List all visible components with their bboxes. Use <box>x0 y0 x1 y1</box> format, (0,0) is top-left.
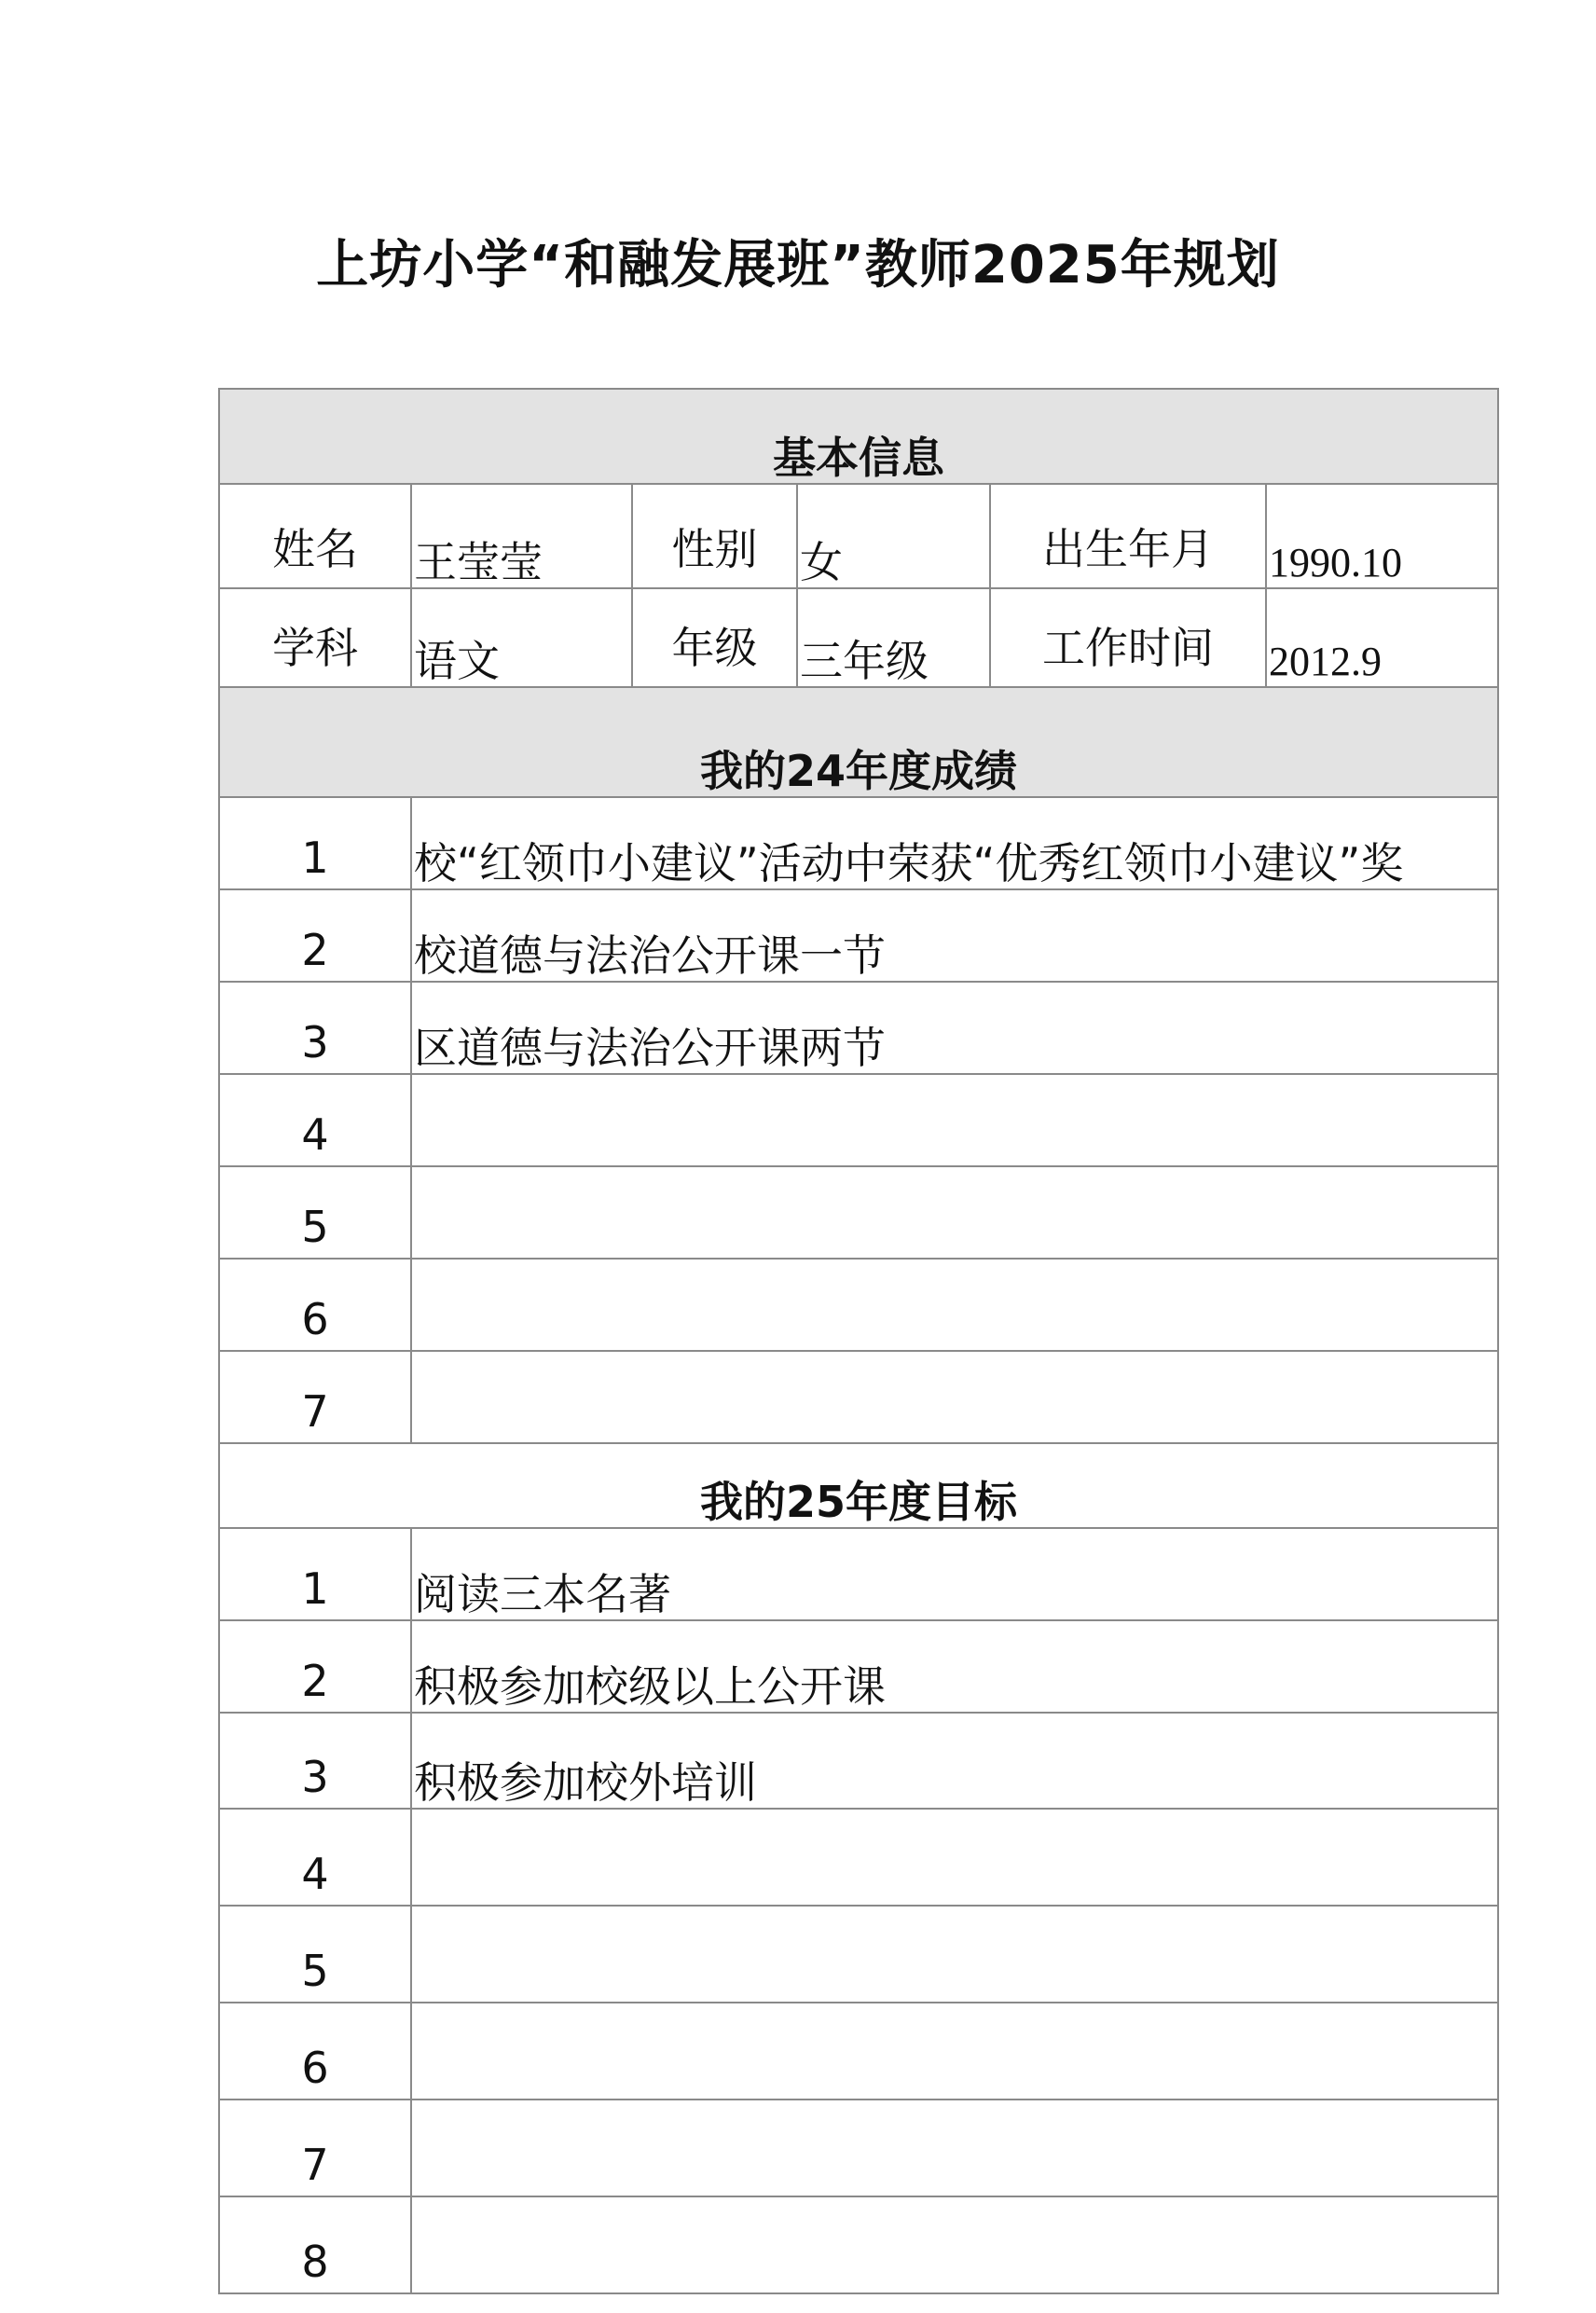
goal-text <box>411 1809 1498 1906</box>
goal-text: 积极参加校外培训 <box>411 1713 1498 1809</box>
table-row <box>219 2003 1498 2100</box>
achievement-text <box>411 1074 1498 1166</box>
birth-label: 出生年月 <box>990 484 1266 588</box>
achievement-number: 5 <box>219 1166 411 1259</box>
goal-number: 2 <box>219 1620 411 1713</box>
goal-text <box>411 2196 1498 2293</box>
name-value: 王莹莹 <box>411 484 632 588</box>
table-row <box>219 1166 1498 1259</box>
work-label: 工作时间 <box>990 588 1266 687</box>
goals-header-row <box>219 1443 1498 1528</box>
table-row <box>219 1620 1498 1713</box>
table-row <box>219 1074 1498 1166</box>
grade-value: 三年级 <box>797 588 990 687</box>
goal-text <box>411 2100 1498 2196</box>
achievement-text: 区道德与法治公开课两节 <box>411 982 1498 1074</box>
goal-number: 1 <box>219 1528 411 1620</box>
table-row <box>219 1351 1498 1443</box>
subject-value: 语文 <box>411 588 632 687</box>
work-value: 2012.9 <box>1266 588 1498 687</box>
basic-info-header-row <box>219 389 1498 484</box>
grade-label: 年级 <box>632 588 797 687</box>
page-title: 上坊小学“和融发展班”教师2025年规划 <box>316 235 1280 296</box>
table-row <box>219 1809 1498 1906</box>
goal-text <box>411 2003 1498 2100</box>
achievement-number: 3 <box>219 982 411 1074</box>
goal-number: 5 <box>219 1906 411 2003</box>
table-row <box>219 1906 1498 2003</box>
goals-header: 我的25年度目标 <box>219 1443 1498 1528</box>
basic-info-row-2 <box>219 588 1498 687</box>
achievement-number: 4 <box>219 1074 411 1166</box>
basic-info-header: 基本信息 <box>219 389 1498 484</box>
achievement-number: 6 <box>219 1259 411 1351</box>
plan-table <box>218 388 1499 2294</box>
table-row <box>219 1259 1498 1351</box>
subject-label: 学科 <box>219 588 411 687</box>
name-label: 姓名 <box>219 484 411 588</box>
goal-text <box>411 1906 1498 2003</box>
achievement-number: 1 <box>219 797 411 889</box>
achievement-text: 校道德与法治公开课一节 <box>411 889 1498 982</box>
birth-value: 1990.10 <box>1266 484 1498 588</box>
achievement-text <box>411 1259 1498 1351</box>
table-row <box>219 2100 1498 2196</box>
achievement-number: 2 <box>219 889 411 982</box>
achievement-text <box>411 1166 1498 1259</box>
goal-text: 阅读三本名著 <box>411 1528 1498 1620</box>
table-row <box>219 1528 1498 1620</box>
table-row <box>219 797 1498 889</box>
achievements-header: 我的24年度成绩 <box>219 687 1498 797</box>
goal-text: 积极参加校级以上公开课 <box>411 1620 1498 1713</box>
goal-number: 6 <box>219 2003 411 2100</box>
table-row <box>219 889 1498 982</box>
goal-number: 8 <box>219 2196 411 2293</box>
goal-number: 7 <box>219 2100 411 2196</box>
goal-number: 3 <box>219 1713 411 1809</box>
goal-number: 4 <box>219 1809 411 1906</box>
achievements-header-row <box>219 687 1498 797</box>
table-row <box>219 2196 1498 2293</box>
achievement-text <box>411 1351 1498 1443</box>
gender-label: 性别 <box>632 484 797 588</box>
gender-value: 女 <box>797 484 990 588</box>
achievement-text: 校“红领巾小建议”活动中荣获“优秀红领巾小建议”奖 <box>411 797 1498 889</box>
basic-info-row-1 <box>219 484 1498 588</box>
table-row <box>219 982 1498 1074</box>
table-row <box>219 1713 1498 1809</box>
achievement-number: 7 <box>219 1351 411 1443</box>
